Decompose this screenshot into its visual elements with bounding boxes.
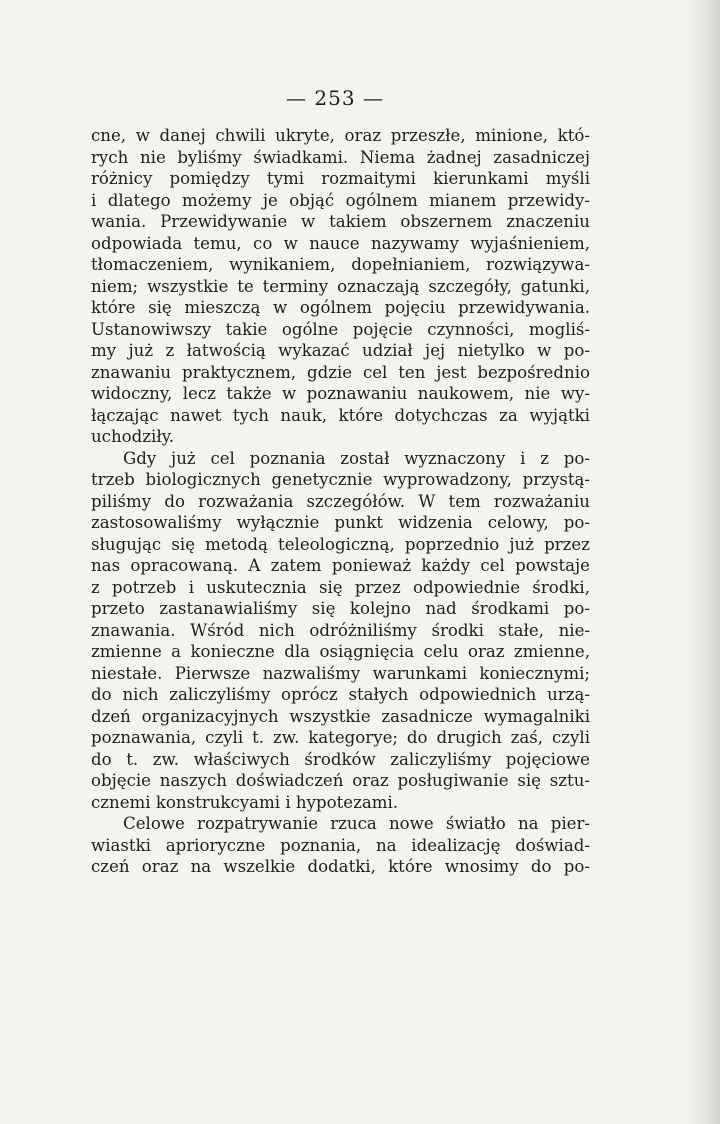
text-line: cne, w danej chwili ukryte, oraz przeszłe, minione, któ- [91,126,590,145]
text-line: widoczny, lecz także w poznawaniu naukowem, nie wy- [91,384,590,403]
text-line: rych nie byliśmy świadkami. Niema żadnej zasadniczej [91,147,590,167]
text-line: tłomaczeniem, wynikaniem, dopełnianiem, rozwiązywa- [91,255,590,274]
text-line: piliśmy do rozważania szczegółów. W tem rozważaniu [91,491,590,511]
text-line: objęcie naszych doświadczeń oraz posługiwanie się sztu- [91,771,590,790]
text-line: uchodziły. [91,427,175,446]
page-edge-shadow [686,0,720,1124]
text-line: czeń oraz na wszelkie dodatki, które wnosimy do po- [91,857,590,876]
text-line: zmienne a konieczne dla osiągnięcia celu oraz zmienne, [91,642,590,661]
text-line: Ustanowiwszy takie ogólne pojęcie czynności, mogliś- [91,319,590,339]
text-line: wiastki aprioryczne poznania, na idealizację doświad- [91,835,590,855]
text-line: do t. zw. właściwych środków zaliczyliśmy pojęciowe [91,749,590,769]
text-line: niem; wszystkie te terminy oznaczają szczegóły, gatunki, [91,276,590,296]
text-line: do nich zaliczyliśmy oprócz stałych odpowiednich urzą- [91,685,590,704]
text-line: wania. Przewidywanie w takiem obszernem znaczeniu [91,212,590,231]
text-line: znawaniu praktycznem, gdzie cel ten jest bezpośrednio [91,362,590,382]
body-text [91,125,590,878]
text-line: sługując się metodą teleologiczną, poprzednio już przez [91,534,590,554]
text-line: dzeń organizacyjnych wszystkie zasadnicze wymagalniki [91,706,590,726]
text-line: przeto zastanawialiśmy się kolejno nad środkami po- [91,599,590,618]
text-line: łączając nawet tych nauk, które dotychczas za wyjątki [91,405,590,425]
text-line: które się mieszczą w ogólnem pojęciu przewidywania. [91,298,590,317]
page-number: — 253 — [286,86,384,110]
text-line: i dlatego możemy je objąć ogólnem mianem przewidy- [91,190,590,210]
text-line: z potrzeb i uskutecznia się przez odpowiednie środki, [91,577,590,597]
text-line: niestałe. Pierwsze nazwaliśmy warunkami koniecznymi; [91,663,590,683]
text-line: Gdy już cel poznania został wyznaczony i z po- [123,448,590,468]
text-line: zastosowaliśmy wyłącznie punkt widzenia celowy, po- [91,513,590,532]
text-line: trzeb biologicznych genetycznie wyprowadzony, przystą- [91,470,590,489]
text-line: my już z łatwością wykazać udział jej nietylko w po- [91,341,590,360]
text-line: nas opracowaną. A zatem ponieważ każdy cel powstaje [91,556,590,575]
text-line: poznawania, czyli t. zw. kategorye; do drugich zaś, czyli [91,728,590,747]
text-line: znawania. Wśród nich odróżniliśmy środki stałe, nie- [91,620,590,640]
text-line: odpowiada temu, co w nauce nazywamy wyjaśnieniem, [91,233,590,253]
text-line: różnicy pomiędzy tymi rozmaitymi kierunkami myśli [91,169,590,188]
text-line: Celowe rozpatrywanie rzuca nowe światło na pier- [123,814,590,833]
text-line: cznemi konstrukcyami i hypotezami. [91,792,399,812]
